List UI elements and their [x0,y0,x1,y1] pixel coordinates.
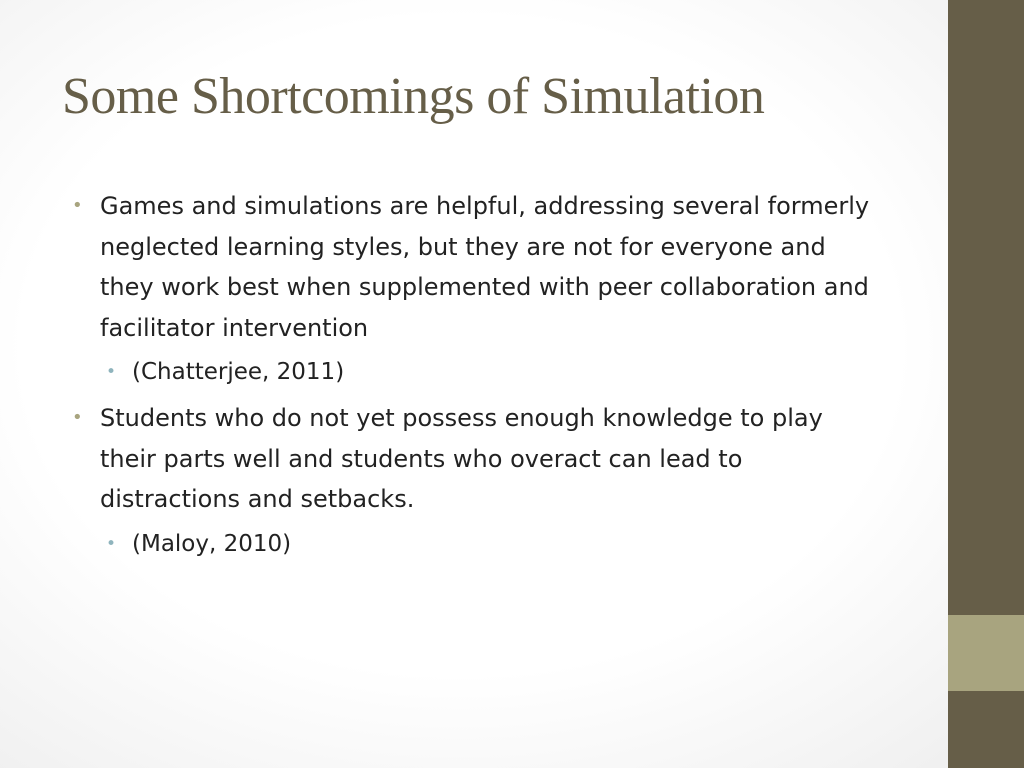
bullet-2 [72,398,872,520]
sub-bullet-1-text: (Chatterjee, 2011) [132,359,345,385]
bullet-1-text: Games and simulations are helpful, addressing several formerly neglected learning styles, but they are not for everyone and they work best when supplemented with peer collaboration and facilitator intervention [100,192,870,342]
bullet-dot-icon: • [72,407,83,428]
sub-bullet-2 [72,524,872,564]
slide-title: Some Shortcomings of Simulation [62,68,765,125]
bullet-1 [72,186,872,348]
bullet-2-text: Students who do not yet possess enough knowledge to play their parts well and students who overact can lead to distractions and setbacks. [100,404,823,513]
sub-bullet-dot-icon: • [106,362,117,382]
sub-bullet-dot-icon: • [106,533,117,554]
bullet-dot-icon: • [72,195,83,216]
sub-bullet-1 [72,352,872,392]
slide-content [72,186,872,570]
side-accent-block [948,615,1024,691]
sub-bullet-2-text: (Maloy, 2010) [132,530,292,557]
